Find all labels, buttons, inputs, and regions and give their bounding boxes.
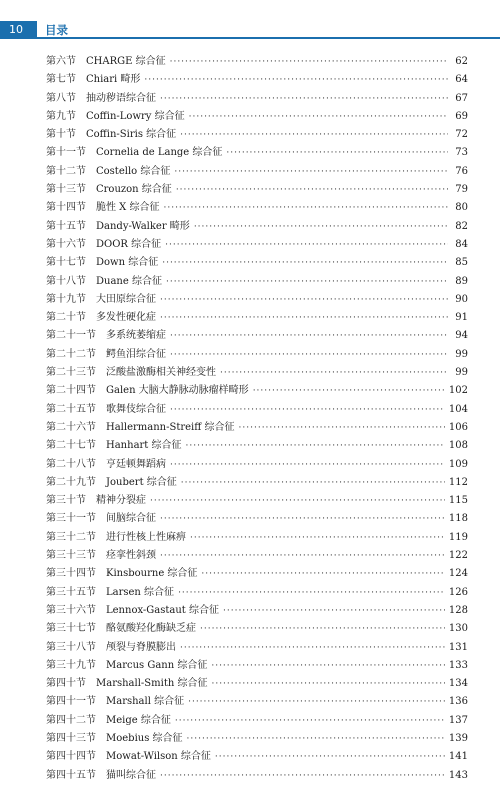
toc-page-number: 106 — [448, 421, 468, 433]
toc-entry[interactable] — [46, 327, 468, 345]
toc-section-number: 第十五节 — [46, 220, 86, 232]
toc-leader-dots — [215, 748, 445, 766]
toc-title: Meige 综合征 — [106, 714, 171, 726]
toc-page-number: 126 — [448, 586, 468, 598]
toc-section-number: 第十九节 — [46, 293, 86, 305]
toc-leader-dots — [160, 291, 448, 309]
toc-leader-dots — [239, 419, 445, 437]
toc-title: 进行性核上性麻痹 — [106, 531, 186, 543]
toc-leader-dots — [223, 602, 445, 620]
toc-entry[interactable] — [46, 730, 468, 748]
toc-entry[interactable] — [46, 309, 468, 327]
toc-entry[interactable] — [46, 456, 468, 474]
toc-title: Lennox-Gastaut 综合征 — [106, 604, 220, 616]
toc-leader-dots — [160, 309, 448, 327]
toc-page-number: 73 — [455, 147, 468, 159]
toc-page-number: 76 — [455, 165, 468, 177]
toc-leader-dots — [160, 547, 445, 565]
toc-entry[interactable] — [46, 236, 468, 254]
toc-entry[interactable] — [46, 510, 468, 528]
toc-page-number: 122 — [448, 550, 468, 562]
toc-leader-dots — [188, 693, 445, 711]
toc-leader-dots — [181, 474, 445, 492]
toc-leader-dots — [211, 675, 444, 693]
toc-section-number: 第十四节 — [46, 202, 86, 214]
toc-leader-dots — [194, 218, 448, 236]
header-rule — [37, 37, 500, 39]
toc-page-number: 67 — [455, 92, 468, 104]
toc-section-number: 第二十五节 — [46, 403, 96, 415]
toc-page-number: 102 — [448, 385, 468, 397]
toc-entry[interactable] — [46, 693, 468, 711]
toc-entry[interactable] — [46, 163, 468, 181]
toc-title: 精神分裂症 — [96, 495, 146, 507]
toc-page-number: 115 — [448, 495, 468, 507]
toc-entry[interactable] — [46, 346, 468, 364]
toc-leader-dots — [170, 346, 448, 364]
toc-page-number: 134 — [448, 678, 468, 690]
toc-page-number: 130 — [448, 623, 468, 635]
toc-section-number: 第三十七节 — [46, 623, 96, 635]
toc-leader-dots — [160, 767, 445, 785]
toc-entry[interactable] — [46, 602, 468, 620]
toc-section-number: 第十一节 — [46, 147, 86, 159]
toc-entry[interactable] — [46, 492, 468, 510]
toc-title: Joubert 综合征 — [106, 476, 177, 488]
toc-title: 多系统萎缩症 — [106, 330, 166, 342]
toc-section-number: 第二十四节 — [46, 385, 96, 397]
toc-leader-dots — [170, 456, 445, 474]
toc-section-number: 第三十一节 — [46, 513, 96, 525]
toc-section-number: 第六节 — [46, 56, 76, 67]
toc-page-number: 119 — [448, 531, 468, 543]
toc-title: Marshall-Smith 综合征 — [96, 678, 208, 690]
toc-title: Down 综合征 — [96, 257, 159, 269]
toc-page-number: 99 — [455, 367, 468, 379]
toc-section-number: 第二十九节 — [46, 476, 96, 488]
toc-entry[interactable] — [46, 199, 468, 217]
toc-entry[interactable] — [46, 364, 468, 382]
toc-leader-dots — [180, 126, 448, 144]
toc-section-number: 第三十二节 — [46, 531, 96, 543]
toc-title: Dandy-Walker 畸形 — [96, 220, 190, 232]
toc-entry[interactable] — [46, 90, 468, 108]
toc-section-number: 第二十节 — [46, 312, 86, 324]
toc-section-number: 第七节 — [46, 74, 76, 86]
toc-page-number: 89 — [455, 275, 468, 287]
toc-leader-dots — [189, 108, 448, 126]
toc-leader-dots — [180, 639, 445, 657]
table-of-contents — [46, 53, 468, 785]
toc-page-number: 136 — [448, 696, 468, 708]
toc-section-number: 第十三节 — [46, 184, 86, 196]
toc-page-number: 143 — [448, 769, 468, 781]
toc-title: 猫叫综合征 — [106, 769, 156, 781]
toc-page-number: 141 — [448, 751, 468, 763]
toc-entry[interactable] — [46, 218, 468, 236]
toc-title: 多发性硬化症 — [96, 312, 156, 324]
toc-leader-dots — [178, 584, 445, 602]
toc-page-number: 94 — [455, 330, 468, 342]
toc-entry[interactable] — [46, 584, 468, 602]
toc-entry[interactable] — [46, 401, 468, 419]
toc-leader-dots — [160, 510, 445, 528]
toc-entry[interactable] — [46, 108, 468, 126]
toc-leader-dots — [144, 71, 448, 89]
toc-page-number: 139 — [448, 732, 468, 744]
toc-title: 泛酸盐激酶相关神经变性 — [106, 367, 216, 379]
toc-page-number: 118 — [448, 513, 468, 525]
toc-page-number: 84 — [455, 238, 468, 250]
toc-title: Moebius 综合征 — [106, 732, 183, 744]
toc-entry[interactable] — [46, 254, 468, 272]
toc-title: 亨廷顿舞蹈病 — [106, 458, 166, 470]
toc-section-number: 第十七节 — [46, 257, 86, 269]
toc-title: Duane 综合征 — [96, 275, 162, 287]
toc-entry[interactable] — [46, 53, 468, 71]
toc-leader-dots — [166, 273, 448, 291]
page-header — [0, 0, 500, 39]
toc-section-number: 第四十二节 — [46, 714, 96, 726]
toc-entry[interactable] — [46, 767, 468, 785]
toc-section-number: 第三十六节 — [46, 604, 96, 616]
toc-leader-dots — [165, 236, 448, 254]
toc-page-number: 112 — [448, 476, 468, 488]
toc-leader-dots — [150, 492, 445, 510]
toc-page-number: 69 — [455, 110, 468, 122]
toc-title: CHARGE 综合征 — [86, 56, 166, 67]
toc-section-number: 第二十二节 — [46, 348, 96, 360]
toc-page-number: 124 — [448, 568, 468, 580]
toc-entry[interactable] — [46, 144, 468, 162]
toc-title: Hanhart 综合征 — [106, 440, 182, 452]
toc-section-number: 第三十八节 — [46, 641, 96, 653]
toc-section-number: 第四十一节 — [46, 696, 96, 708]
toc-section-number: 第二十三节 — [46, 367, 96, 379]
toc-page-number: 104 — [448, 403, 468, 415]
toc-section-number: 第三十三节 — [46, 550, 96, 562]
toc-leader-dots — [160, 90, 448, 108]
toc-page-number: 72 — [455, 129, 468, 141]
toc-page-number: 80 — [455, 202, 468, 214]
toc-page-number: 62 — [455, 56, 468, 67]
toc-section-number: 第十六节 — [46, 238, 86, 250]
toc-title: Mowat-Wilson 综合征 — [106, 751, 211, 763]
toc-page-number: 79 — [455, 184, 468, 196]
toc-leader-dots — [201, 565, 444, 583]
toc-entry[interactable] — [46, 620, 468, 638]
toc-leader-dots — [226, 144, 448, 162]
toc-entry[interactable] — [46, 748, 468, 766]
toc-title: Coffin-Siris 综合征 — [86, 129, 177, 141]
toc-page-number: 91 — [455, 312, 468, 324]
toc-leader-dots — [170, 401, 445, 419]
toc-title: 间脑综合征 — [106, 513, 156, 525]
toc-section-number: 第三十五节 — [46, 586, 96, 598]
toc-entry[interactable] — [46, 419, 468, 437]
toc-page-number: 82 — [455, 220, 468, 232]
toc-page-number: 133 — [448, 659, 468, 671]
toc-section-number: 第二十一节 — [46, 330, 96, 342]
toc-entry[interactable] — [46, 657, 468, 675]
toc-title: Coffin-Lowry 综合征 — [86, 110, 185, 122]
page-number: 10 — [0, 21, 37, 39]
toc-page-number: 131 — [448, 641, 468, 653]
toc-title: 大田原综合征 — [96, 293, 156, 305]
toc-leader-dots — [211, 657, 445, 675]
toc-title: Chiari 畸形 — [86, 74, 141, 86]
toc-section-number: 第九节 — [46, 110, 76, 122]
toc-title: Costello 综合征 — [96, 165, 171, 177]
toc-entry[interactable] — [46, 291, 468, 309]
toc-title: 歌舞伎综合征 — [106, 403, 166, 415]
toc-leader-dots — [170, 327, 448, 345]
toc-title: Marshall 综合征 — [106, 696, 185, 708]
toc-entry[interactable] — [46, 547, 468, 565]
toc-section-number: 第十八节 — [46, 275, 86, 287]
toc-entry[interactable] — [46, 474, 468, 492]
toc-entry[interactable] — [46, 437, 468, 455]
toc-page-number: 109 — [448, 458, 468, 470]
toc-section-number: 第三十节 — [46, 495, 86, 507]
toc-page-number: 108 — [448, 440, 468, 452]
toc-title: Kinsbourne 综合征 — [106, 568, 198, 580]
toc-entry[interactable] — [46, 273, 468, 291]
toc-title: 鳄鱼泪综合征 — [106, 348, 166, 360]
toc-title: 抽动秽语综合征 — [86, 92, 156, 104]
toc-leader-dots — [174, 163, 448, 181]
toc-leader-dots — [176, 181, 448, 199]
toc-title: Larsen 综合征 — [106, 586, 175, 598]
toc-section-number: 第二十六节 — [46, 421, 96, 433]
toc-leader-dots — [220, 364, 448, 382]
toc-entry[interactable] — [46, 382, 468, 400]
toc-section-number: 第四十五节 — [46, 769, 96, 781]
toc-section-number: 第二十七节 — [46, 440, 96, 452]
toc-section-number: 第三十四节 — [46, 568, 96, 580]
toc-page-number: 128 — [448, 604, 468, 616]
toc-leader-dots — [187, 730, 445, 748]
toc-leader-dots — [190, 529, 445, 547]
toc-section-number: 第三十九节 — [46, 659, 96, 671]
toc-title: 脆性 X 综合征 — [96, 202, 160, 214]
toc-section-number: 第四十节 — [46, 678, 86, 690]
toc-page-number: 99 — [455, 348, 468, 360]
section-title: 目录 — [45, 23, 68, 37]
toc-entry[interactable] — [46, 565, 468, 583]
toc-entry[interactable] — [46, 639, 468, 657]
toc-entry[interactable] — [46, 529, 468, 547]
toc-leader-dots — [162, 254, 448, 272]
toc-leader-dots — [163, 199, 448, 217]
toc-section-number: 第八节 — [46, 92, 76, 104]
toc-leader-dots — [200, 620, 445, 638]
toc-title: Marcus Gann 综合征 — [106, 659, 208, 671]
toc-title: Galen 大脑大静脉动脉瘤样畸形 — [106, 385, 249, 397]
toc-entry[interactable] — [46, 126, 468, 144]
toc-entry[interactable] — [46, 71, 468, 89]
toc-entry[interactable] — [46, 675, 468, 693]
toc-leader-dots — [253, 382, 445, 400]
toc-title: Crouzon 综合征 — [96, 184, 172, 196]
toc-leader-dots — [186, 437, 445, 455]
toc-title: DOOR 综合征 — [96, 238, 162, 250]
toc-page-number: 137 — [448, 714, 468, 726]
toc-entry[interactable] — [46, 712, 468, 730]
toc-page-number: 90 — [455, 293, 468, 305]
toc-entry[interactable] — [46, 181, 468, 199]
toc-title: 酪氨酸羟化酶缺乏症 — [106, 623, 196, 635]
toc-leader-dots — [170, 53, 448, 71]
toc-section-number: 第四十四节 — [46, 751, 96, 763]
toc-leader-dots — [175, 712, 445, 730]
toc-title: 颅裂与脊膜膨出 — [106, 641, 176, 653]
toc-title: Cornelia de Lange 综合征 — [96, 147, 223, 159]
toc-title: 痉挛性斜颈 — [106, 550, 156, 562]
toc-page-number: 64 — [455, 74, 468, 86]
toc-section-number: 第四十三节 — [46, 732, 96, 744]
toc-section-number: 第十节 — [46, 129, 76, 141]
toc-page-number: 85 — [455, 257, 468, 269]
toc-section-number: 第二十八节 — [46, 458, 96, 470]
toc-section-number: 第十二节 — [46, 165, 86, 177]
toc-title: Hallermann-Streiff 综合征 — [106, 421, 235, 433]
